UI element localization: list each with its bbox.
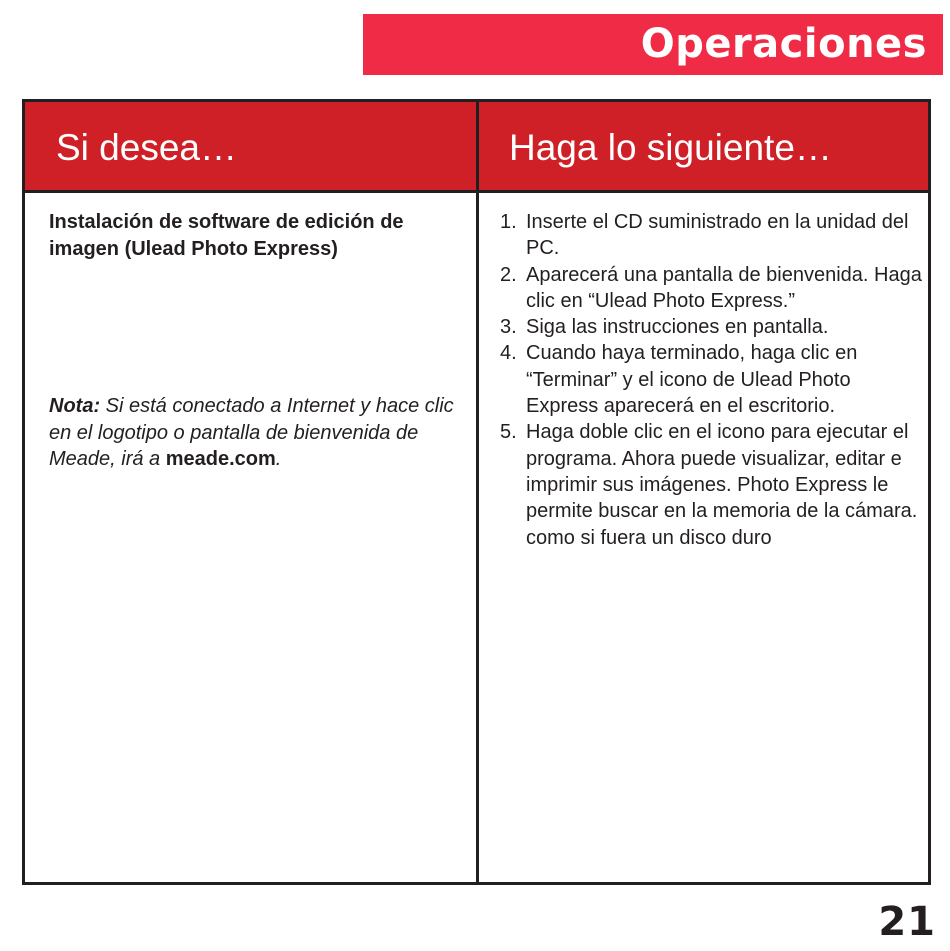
step-item <box>498 314 928 340</box>
step-number: 3. <box>500 316 517 339</box>
step-text: Siga las instrucciones en pantalla. <box>526 316 829 339</box>
note <box>49 393 459 473</box>
step-item <box>498 419 928 550</box>
note-label: Nota: <box>49 395 101 417</box>
task-cell <box>49 209 459 263</box>
step-text: Aparecerá una pantalla de bienvenida. Haga clic en “Ulead Photo Express.” <box>526 263 922 312</box>
step-item <box>498 262 928 315</box>
page-number: 21 <box>878 899 936 945</box>
section-title: Operaciones <box>640 21 927 67</box>
instructions-table <box>22 99 931 885</box>
step-number: 2. <box>500 263 517 286</box>
step-number: 5. <box>500 421 517 444</box>
steps-list <box>498 209 928 551</box>
step-text: Haga doble clic en el icono para ejecutar el programa. Ahora puede visualizar, editar e imprimir sus imágenes. Photo Express le permite buscar en la memoria de la cámara. como si fuera un disco duro <box>526 421 918 549</box>
step-number: 1. <box>500 211 517 233</box>
header-left-title: Si desea… <box>56 127 237 168</box>
note-text: Si está conectado a Internet y hace clic en el logotipo o pantalla de bienvenida de Meade, irá a <box>49 395 454 470</box>
header-right-cell <box>479 102 928 193</box>
step-text: Cuando haya terminado, haga clic en “Terminar” y el icono de Ulead Photo Express aparecerá en el escritorio. <box>526 342 858 418</box>
task-title: Instalación de software de edición de imagen (Ulead Photo Express) <box>49 211 404 260</box>
step-number: 4. <box>500 342 517 365</box>
column-divider <box>476 102 479 882</box>
header-right-title: Haga lo siguiente… <box>509 127 832 168</box>
step-item <box>498 209 928 262</box>
section-banner <box>363 14 943 75</box>
meade-link[interactable]: meade.com <box>165 448 276 470</box>
step-text: Inserte el CD suministrado en la unidad del PC. <box>526 211 909 260</box>
step-item <box>498 340 928 419</box>
header-left-cell <box>25 102 476 193</box>
note-end: . <box>275 448 282 470</box>
